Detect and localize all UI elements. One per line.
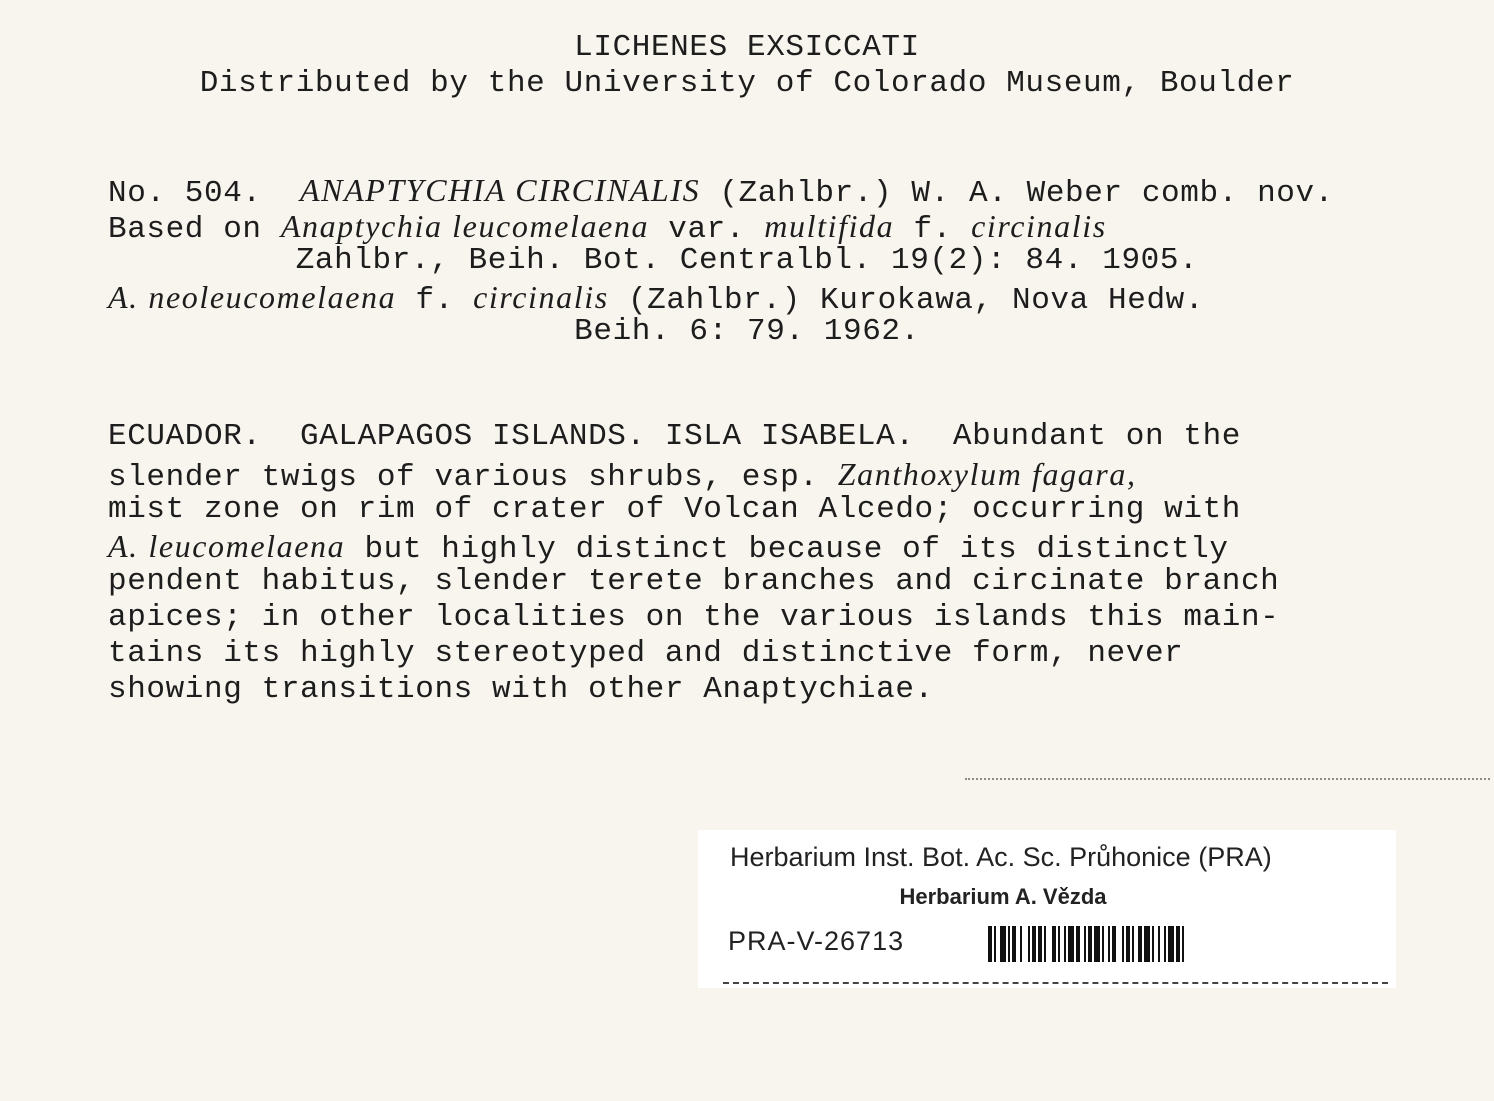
barcode bbox=[988, 926, 1372, 962]
locality-line-8: showing transitions with other Anaptychiae. bbox=[108, 672, 934, 707]
taxon-name: ANAPTYCHIA CIRCINALIS bbox=[300, 172, 701, 208]
basionym-name: Anaptychia leucomelaena bbox=[280, 208, 650, 244]
entry-line-2: Based on Anaptychia leucomelaena var. multifida f. circinalis bbox=[108, 208, 1107, 247]
locality-line-1: ECUADOR. GALAPAGOS ISLANDS. ISLA ISABELA. Abundant on the bbox=[108, 419, 1241, 454]
variety-name: multifida bbox=[764, 208, 895, 244]
locality-line-4: A. leucomelaena but highly distinct because of its distinctly bbox=[108, 528, 1229, 567]
distributor-line: Distributed by the University of Colorado Museum, Boulder bbox=[199, 66, 1295, 101]
entry-line-5: Beih. 6: 79. 1962. bbox=[574, 314, 920, 349]
locality-line-5: pendent habitus, slender terete branches and circinate branch bbox=[108, 564, 1280, 599]
taxon-authority: (Zahlbr.) W. A. Weber comb. nov. bbox=[719, 176, 1334, 211]
synonym-forma: circinalis bbox=[473, 279, 609, 315]
synonym-name: A. neoleucomelaena bbox=[108, 279, 397, 315]
entry-line-4: A. neoleucomelaena f. circinalis (Zahlbr.) Kurokawa, Nova Hedw. bbox=[108, 279, 1205, 318]
host-plant-name: Zanthoxylum fagara, bbox=[837, 456, 1137, 492]
institution-name: Herbarium Inst. Bot. Ac. Sc. Průhonice (PRA) bbox=[730, 842, 1272, 872]
related-taxon-name: A. leucomelaena bbox=[108, 528, 346, 564]
entry-line-1 bbox=[108, 172, 1334, 212]
locality-line-2: slender twigs of various shrubs, esp. Zanthoxylum fagara, bbox=[108, 456, 1137, 495]
collection-name: Herbarium A. Vězda bbox=[899, 884, 1107, 909]
entry-line-3: Zahlbr., Beih. Bot. Centralbl. 19(2): 84. 1905. bbox=[295, 243, 1199, 278]
forma-name: circinalis bbox=[971, 208, 1107, 244]
specimen-id: PRA-V-26713 bbox=[728, 926, 905, 956]
cut-line bbox=[723, 982, 1388, 984]
exsiccata-number: No. 504. bbox=[108, 176, 262, 211]
locality-line-6: apices; in other localities on the various islands this main- bbox=[108, 600, 1280, 635]
label-title: LICHENES EXSICCATI bbox=[574, 30, 920, 65]
faint-divider bbox=[965, 778, 1490, 780]
locality-line-3: mist zone on rim of crater of Volcan Alcedo; occurring with bbox=[108, 492, 1241, 527]
locality-line-7: tains its highly stereotyped and distinctive form, never bbox=[108, 636, 1184, 671]
herbarium-sticker bbox=[698, 830, 1396, 988]
